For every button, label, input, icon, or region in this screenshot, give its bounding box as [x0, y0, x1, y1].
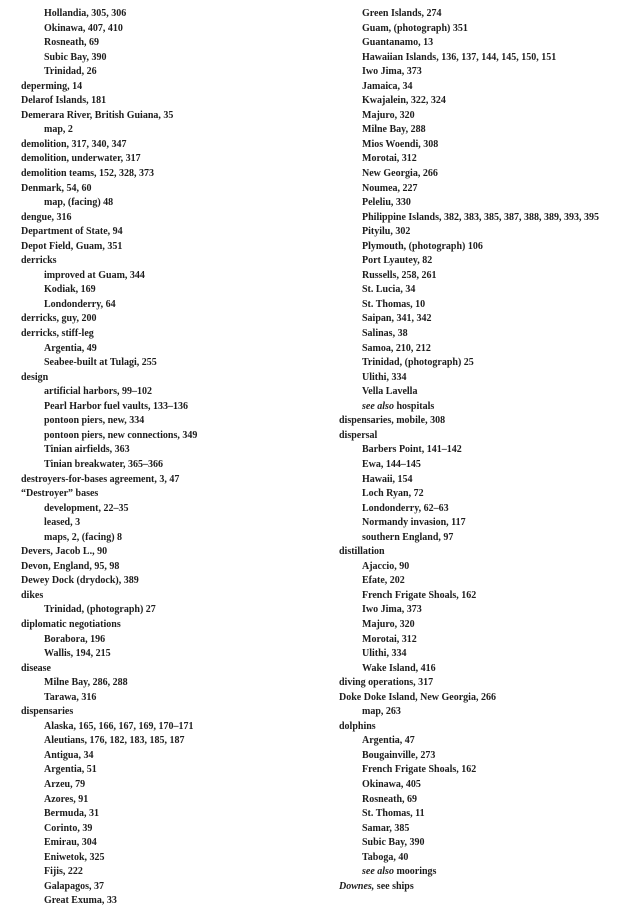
index-subentry: southern England, 97	[362, 531, 454, 543]
index-subentry: artificial harbors, 99–102	[44, 386, 153, 398]
index-subentry: Ulithi, 334	[362, 371, 407, 383]
index-subentry: Bermuda, 31	[44, 808, 99, 820]
index-subentry: Trinidad, (photograph) 27	[44, 604, 156, 616]
index-subentry: Kwajalein, 322, 324	[362, 95, 446, 107]
index-entry: Denmark, 54, 60	[21, 182, 92, 194]
index-column-left	[21, 7, 321, 909]
index-subentry: maps, 2, (facing) 8	[44, 531, 123, 543]
index-entry: Doke Doke Island, New Georgia, 266	[339, 691, 496, 703]
index-entry: demolition, underwater, 317	[21, 153, 141, 165]
index-subentry: Samar, 385	[362, 822, 410, 834]
index-entry: dikes	[21, 589, 44, 601]
index-subentry: Loch Ryan, 72	[362, 488, 424, 500]
index-subentry: leased, 3	[44, 517, 81, 529]
index-subentry: Vella Lavella	[362, 386, 418, 398]
index-subentry: map, 263	[362, 706, 401, 718]
index-subentry: Argentia, 51	[44, 764, 97, 776]
index-entry: dengue, 316	[21, 211, 72, 223]
index-subentry: Jamaica, 34	[362, 80, 413, 92]
see-also-label: see also	[362, 400, 394, 412]
index-subentry: Wake Island, 416	[362, 662, 436, 674]
index-subentry: St. Thomas, 11	[362, 808, 425, 820]
index-subentry: Fijis, 222	[44, 866, 83, 878]
index-subentry: Milne Bay, 286, 288	[44, 677, 128, 689]
index-column-right	[339, 7, 639, 894]
index-subentry: St. Lucia, 34	[362, 284, 416, 296]
index-subentry: French Frigate Shoals, 162	[362, 764, 477, 776]
index-entry: derricks, guy, 200	[21, 313, 97, 325]
index-entry: Demerara River, British Guiana, 35	[21, 109, 174, 121]
index-entry-italic-head: Downes,	[339, 880, 375, 892]
index-subentry: Tinian airfields, 363	[44, 444, 130, 456]
index-entry: Department of State, 94	[21, 226, 123, 238]
index-subentry: Wallis, 194, 215	[44, 648, 111, 660]
index-entry: deperming, 14	[21, 80, 83, 92]
index-subentry: Iwo Jima, 373	[362, 66, 422, 78]
index-subentry: Hollandia, 305, 306	[44, 8, 127, 19]
index-entry: dispensaries, mobile, 308	[339, 415, 446, 427]
index-subentry: Taboga, 40	[362, 851, 409, 863]
index-subentry: Ajaccio, 90	[362, 560, 410, 572]
index-subentry: map, (facing) 48	[44, 197, 114, 209]
index-subentry	[339, 400, 639, 415]
index-subentry: Guantanamo, 13	[362, 37, 434, 49]
index-entry: “Destroyer” bases	[21, 488, 99, 500]
index-subentry: Bougainville, 273	[362, 749, 436, 761]
index-subentry: Efate, 202	[362, 575, 405, 587]
index-subentry: Majuro, 320	[362, 109, 415, 121]
index-subentry: Eniwetok, 325	[44, 851, 105, 863]
index-subentry: Pearl Harbor fuel vaults, 133–136	[44, 400, 188, 412]
index-subentry: French Frigate Shoals, 162	[362, 589, 477, 601]
index-subentry: St. Thomas, 10	[362, 298, 426, 310]
index-subentry: Saipan, 341, 342	[362, 313, 432, 325]
index-entry	[339, 880, 639, 895]
index-entry: dispersal	[339, 429, 378, 441]
index-subentry: pontoon piers, new connections, 349	[44, 429, 198, 441]
index-subentry: Borabora, 196	[44, 633, 106, 645]
index-subentry: Argentia, 49	[44, 342, 97, 354]
index-subentry: Emirau, 304	[44, 837, 97, 849]
index-subentry: Morotai, 312	[362, 633, 417, 645]
index-entry-rest: see ships	[374, 880, 414, 892]
see-also-label: see also	[362, 866, 394, 878]
index-subentry: Hawaiian Islands, 136, 137, 144, 145, 150, 151	[362, 51, 557, 63]
index-subentry: development, 22–35	[44, 502, 129, 514]
index-subentry: Arzeu, 79	[44, 778, 86, 790]
index-subentry: Trinidad, 26	[44, 66, 97, 78]
index-subentry: Russells, 258, 261	[362, 269, 437, 281]
index-entry: destroyers-for-bases agreement, 3, 47	[21, 473, 180, 485]
index-subentry: Subic Bay, 390	[362, 837, 425, 849]
index-entry: demolition teams, 152, 328, 373	[21, 168, 155, 180]
index-subentry: Tarawa, 316	[44, 691, 97, 703]
index-subentry: Milne Bay, 288	[362, 124, 426, 136]
index-entry: Devon, England, 95, 98	[21, 560, 120, 572]
index-entry: derricks	[21, 255, 57, 267]
index-entry: design	[21, 371, 49, 383]
index-entry: Delarof Islands, 181	[21, 95, 107, 107]
index-subentry: Pityilu, 302	[362, 226, 411, 238]
index-subentry: Londonderry, 64	[44, 298, 116, 310]
index-entry: Devers, Jacob L., 90	[21, 546, 108, 558]
index-subentry: map, 2	[44, 124, 73, 136]
index-subentry: Majuro, 320	[362, 618, 415, 630]
index-subentry: Tinian breakwater, 365–366	[44, 458, 163, 470]
index-subentry: Alaska, 165, 166, 167, 169, 170–171	[44, 720, 194, 732]
index-subentry: Samoa, 210, 212	[362, 342, 431, 354]
index-subentry: Guam, (photograph) 351	[362, 22, 468, 34]
index-subentry: Hawaii, 154	[362, 473, 413, 485]
index-subentry: Normandy invasion, 117	[362, 517, 466, 529]
index-subentry: Seabee-built at Tulagi, 255	[44, 357, 157, 369]
index-subentry: Galapagos, 37	[44, 880, 105, 892]
index-subentry: Philippine Islands, 382, 383, 385, 387, 388, 389, 393, 395	[362, 211, 599, 223]
index-subentry: Corinto, 39	[44, 822, 93, 834]
index-entry: derricks, stiff-leg	[21, 328, 94, 340]
index-entry: demolition, 317, 340, 347	[21, 138, 127, 150]
index-entry: distillation	[339, 546, 385, 558]
index-entry: dolphins	[339, 720, 376, 732]
index-entry: disease	[21, 662, 51, 674]
index-subentry: pontoon piers, new, 334	[44, 415, 145, 427]
index-subentry: Kodiak, 169	[44, 284, 96, 296]
index-subentry: New Georgia, 266	[362, 168, 438, 180]
index-subentry: Okinawa, 407, 410	[44, 22, 123, 34]
index-subentry: Great Exuma, 33	[44, 895, 117, 907]
index-subentry: Rosneath, 69	[362, 793, 418, 805]
index-subentry: Azores, 91	[44, 793, 89, 805]
index-subentry: Port Lyautey, 82	[362, 255, 433, 267]
index-subentry: Barbers Point, 141–142	[362, 444, 462, 456]
index-entry: dispensaries	[21, 706, 74, 718]
index-subentry: Rosneath, 69	[44, 37, 100, 49]
index-entry: diving operations, 317	[339, 677, 434, 689]
index-subentry	[339, 865, 639, 880]
index-subentry: Green Islands, 274	[362, 8, 442, 19]
index-entry: Dewey Dock (drydock), 389	[21, 575, 139, 587]
index-subentry: Antigua, 34	[44, 749, 94, 761]
index-subentry: Plymouth, (photograph) 106	[362, 240, 483, 252]
index-subentry: Peleliu, 330	[362, 197, 411, 209]
index-subentry: Aleutians, 176, 182, 183, 185, 187	[44, 735, 185, 747]
index-subentry: Noumea, 227	[362, 182, 418, 194]
index-subentry: Argentia, 47	[362, 735, 415, 747]
see-also-target: moorings	[393, 866, 437, 878]
index-subentry: Morotai, 312	[362, 153, 417, 165]
index-subentry: Okinawa, 405	[362, 778, 421, 790]
index-subentry: Iwo Jima, 373	[362, 604, 422, 616]
index-subentry: Salinas, 38	[362, 328, 408, 340]
index-subentry: Ewa, 144–145	[362, 458, 421, 470]
index-subentry: Trinidad, (photograph) 25	[362, 357, 474, 369]
index-entry: diplomatic negotiations	[21, 618, 121, 630]
index-subentry: Subic Bay, 390	[44, 51, 107, 63]
index-subentry: improved at Guam, 344	[44, 269, 145, 281]
see-also-target: hospitals	[393, 400, 435, 412]
index-subentry: Londonderry, 62–63	[362, 502, 449, 514]
index-subentry: Ulithi, 334	[362, 648, 407, 660]
index-subentry: Mios Woendi, 308	[362, 138, 439, 150]
index-entry: Depot Field, Guam, 351	[21, 240, 123, 252]
